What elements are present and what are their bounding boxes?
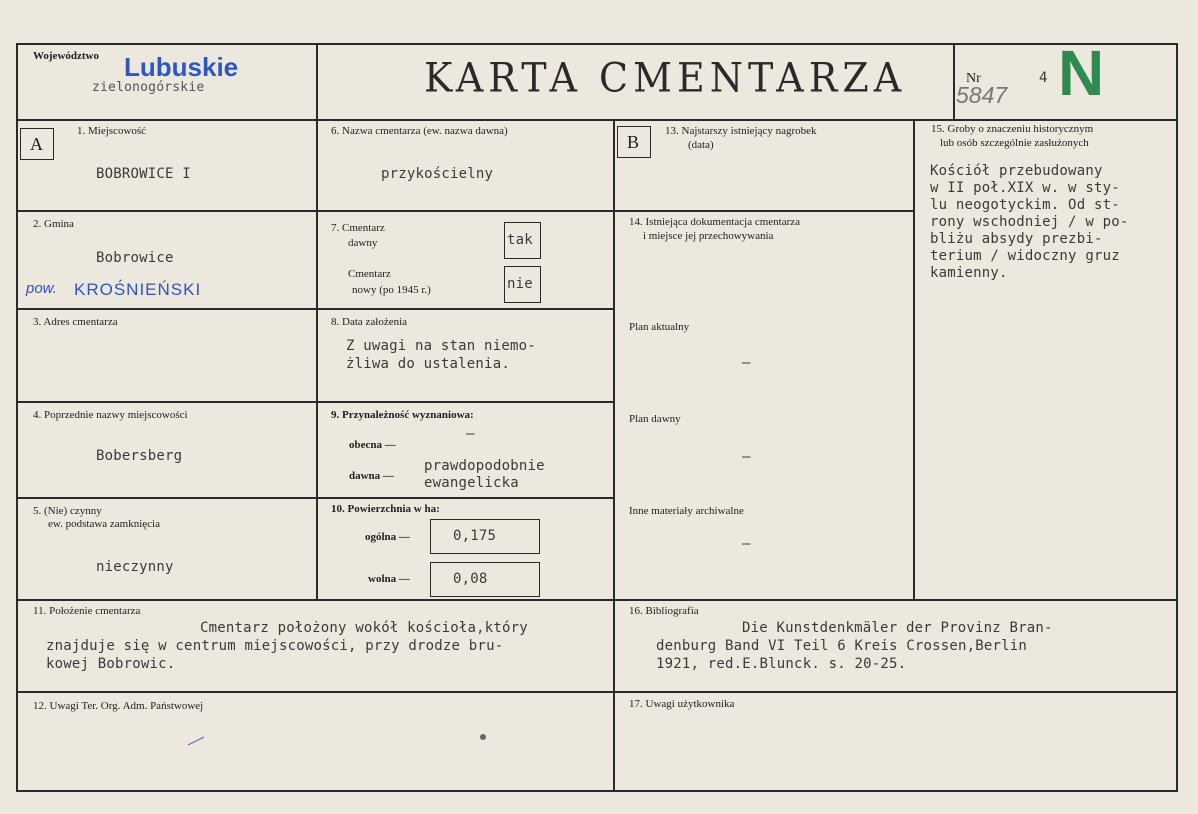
rule (316, 43, 318, 120)
field-14-label-2: i miejsce jej przechowywania (643, 230, 774, 242)
nr-handwritten: 5847 (956, 82, 1008, 108)
rule (16, 119, 1178, 121)
field-7-dawny-value: tak (507, 232, 533, 248)
rule (16, 691, 1178, 693)
field-15-line: bliżu absydy prezbi- (930, 231, 1103, 247)
field-15-label-2: lub osób szczególnie zasłużonych (940, 137, 1089, 149)
field-1-label: 1. Miejscowość (77, 125, 147, 137)
rule (316, 497, 613, 499)
field-4-value: Bobersberg (96, 448, 183, 464)
rule (16, 599, 1178, 601)
field-11-line-1: Cmentarz położony wokół kościoła,który (200, 620, 528, 636)
field-11-label: 11. Położenie cmentarza (33, 605, 141, 617)
field-10-wolna-label: wolna — (368, 573, 410, 585)
section-b-letter: B (627, 132, 640, 152)
field-2-handwritten: KROŚNIEŃSKI (74, 280, 202, 299)
nr-label: Nr (966, 71, 981, 86)
field-8-line-2: żliwa do ustalenia. (346, 356, 510, 372)
rule (613, 210, 913, 212)
rule (316, 401, 613, 403)
wojewodztwo-label: Województwo (33, 50, 99, 62)
field-14-plan-dawny-value: – (742, 449, 751, 465)
field-7-label-nowy: nowy (po 1945 r.) (352, 284, 431, 296)
field-6-label: 6. Nazwa cmentarza (ew. nazwa dawna) (331, 125, 508, 137)
rule (16, 43, 1178, 45)
field-10-ogolna-value: 0,175 (453, 528, 497, 544)
field-15-label: 15. Groby o znaczeniu historycznym (931, 123, 1094, 135)
pen-mark (186, 735, 206, 747)
field-9-dawna-label: dawna — (349, 470, 394, 482)
field-11-line-3: kowej Bobrowic. (46, 656, 176, 672)
field-15-line: w II poł.XIX w. w sty- (930, 180, 1120, 196)
field-7-dawny-box (504, 222, 541, 259)
field-14-inne-value: – (742, 536, 751, 552)
field-10-label: 10. Powierzchnia w ha: (331, 503, 440, 515)
field-15-line: Kościół przebudowany (930, 163, 1103, 179)
field-13-label-2: (data) (688, 139, 714, 151)
field-5-label-2: ew. podstawa zamknięcia (48, 518, 160, 530)
field-17-label: 17. Uwagi użytkownika (629, 698, 735, 710)
field-14-label: 14. Istniejąca dokumentacja cmentarza (629, 216, 801, 228)
rule (316, 210, 613, 212)
field-9-label: 9. Przynależność wyznaniowa: (331, 409, 474, 421)
field-5-value: nieczynny (96, 559, 174, 575)
field-7-label: 7. Cmentarz (331, 222, 385, 234)
field-14-plan-aktualny-label: Plan aktualny (629, 321, 690, 333)
field-12-label: 12. Uwagi Ter. Org. Adm. Państwowej (33, 700, 204, 712)
field-2-value: Bobrowice (96, 250, 174, 266)
wojewodztwo-typed: zielonogórskie (92, 80, 205, 95)
field-9-obecna-label: obecna — (349, 439, 396, 451)
rule (16, 308, 316, 310)
rule (16, 43, 18, 791)
field-2-handwritten-prefix: pow. (26, 280, 57, 297)
field-4-label: 4. Poprzednie nazwy miejscowości (33, 409, 188, 421)
field-14-plan-dawny-label: Plan dawny (629, 413, 681, 425)
rule (16, 790, 1178, 792)
field-2-label: 2. Gmina (33, 218, 74, 230)
field-8-line-1: Z uwagi na stan niemo- (346, 338, 536, 354)
field-14-inne-label: Inne materiały archiwalne (629, 505, 744, 517)
field-16-line-1: Die Kunstdenkmäler der Provinz Bran- (742, 620, 1053, 636)
field-16-line-2: denburg Band VI Teil 6 Kreis Crossen,Berlin (656, 638, 1028, 654)
rule (316, 119, 318, 600)
rule (16, 210, 316, 212)
field-10-wolna-box (430, 562, 540, 597)
field-10-ogolna-label: ogólna — (365, 531, 410, 543)
nr-value: 4 (1039, 70, 1048, 86)
field-9-dawna-line-1: prawdopodobnie (424, 458, 545, 474)
field-9-dawna-line-2: ewangelicka (424, 475, 519, 491)
field-16-label: 16. Bibliografia (629, 605, 699, 617)
field-9-obecna-value: – (466, 426, 475, 442)
page-title: KARTA CMENTARZA (424, 54, 907, 102)
wojewodztwo-handwritten: Lubuskie (124, 52, 239, 82)
field-8-label: 8. Data założenia (331, 316, 408, 328)
field-3-label: 3. Adres cmentarza (33, 316, 118, 328)
nr-letter-marker: N (1058, 37, 1105, 109)
rule (316, 308, 613, 310)
field-10-wolna-value: 0,08 (453, 571, 488, 587)
rule (913, 119, 915, 600)
field-7-nowy-box (504, 266, 541, 303)
field-11-line-2: znajduje się w centrum miejscowości, przy drodze bru- (46, 638, 504, 654)
field-7-label-dawny: dawny (348, 237, 378, 249)
field-10-ogolna-box (430, 519, 540, 554)
section-b-box (617, 126, 651, 158)
field-15-line: kamienny. (930, 265, 1008, 281)
rule (613, 119, 615, 791)
ink-spot (476, 730, 490, 744)
rule (16, 497, 316, 499)
field-6-value: przykościelny (381, 166, 494, 182)
rule (953, 43, 955, 120)
section-a-letter: A (30, 134, 43, 154)
rule (16, 401, 316, 403)
field-1-value: BOBROWICE I (96, 166, 191, 182)
field-7-label-cmentarz: Cmentarz (348, 268, 391, 280)
field-15-line: lu neogotyckim. Od st- (930, 197, 1120, 213)
field-13-label: 13. Najstarszy istniejący nagrobek (665, 125, 817, 137)
field-14-plan-aktualny-value: – (742, 355, 751, 371)
field-7-nowy-value: nie (507, 276, 533, 292)
rule (1176, 43, 1178, 791)
field-5-label: 5. (Nie) czynny (33, 505, 102, 517)
field-15-line: terium / widoczny gruz (930, 248, 1120, 264)
field-16-line-3: 1921, red.E.Blunck. s. 20-25. (656, 656, 907, 672)
section-a-box (20, 128, 54, 160)
field-15-line: rony wschodniej / w po- (930, 214, 1129, 230)
